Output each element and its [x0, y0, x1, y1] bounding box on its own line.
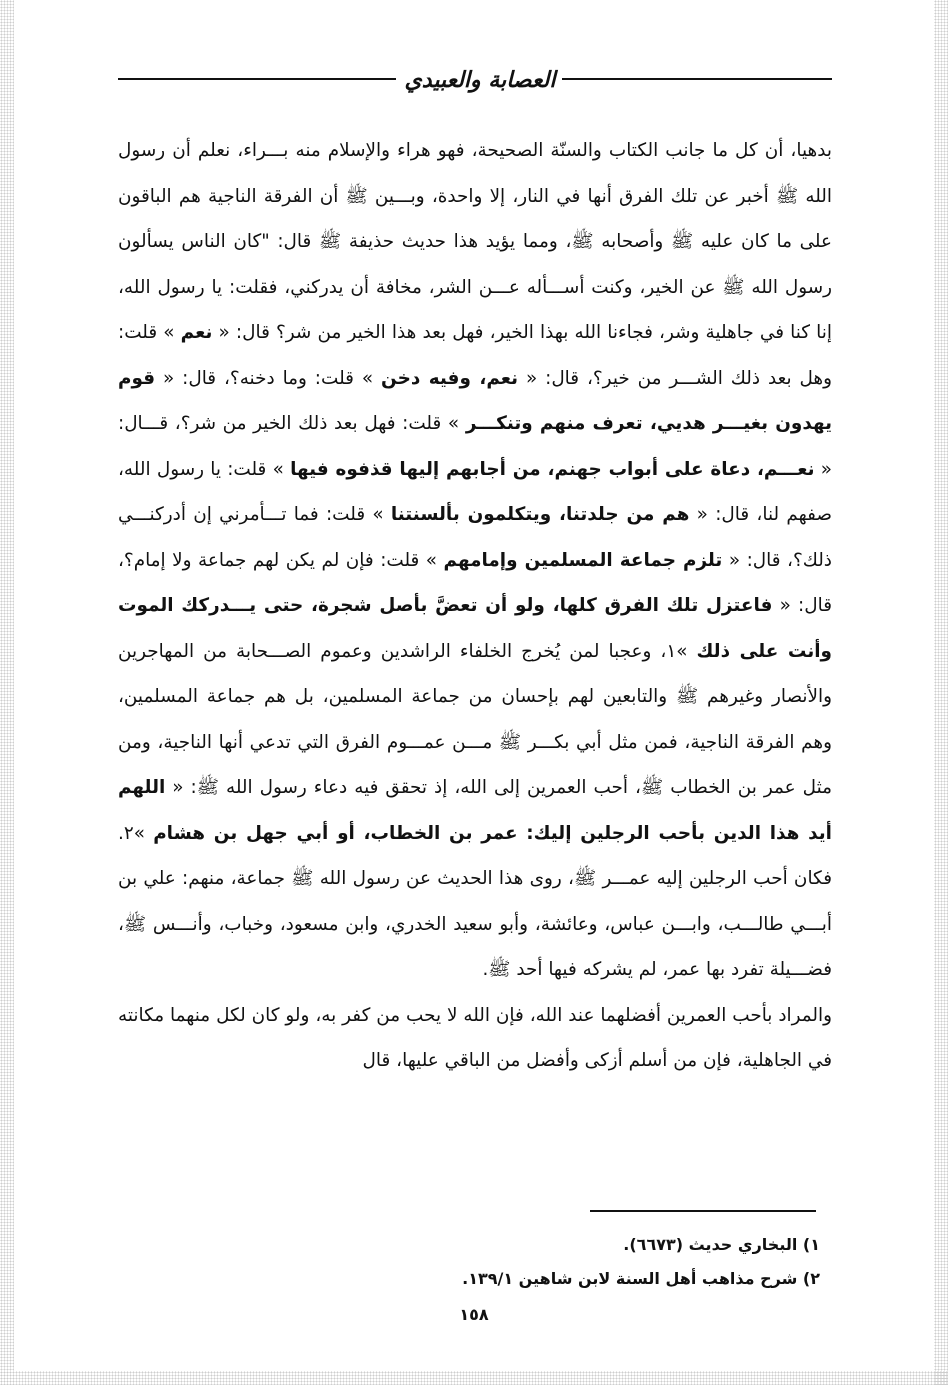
scan-edge-left [0, 0, 14, 1385]
body-text-run: » قلت: فهل بعد ذلك الخير من شر؟، قـــال: « [118, 413, 832, 480]
body-paragraph-1 [118, 128, 832, 993]
body-text-run: » قلت: وهل بعد ذلك الشـــر من خير؟، قال: « [118, 322, 833, 389]
body-text-run: » قلت: فإن لم يكن لهم جماعة ولا إمام؟، قال: « [118, 549, 832, 616]
body-text-run: » قلت: وما دخنه؟، قال: « [155, 367, 382, 389]
bold-hadith-text: تلزم جماعة المسلمين وإمامهم [443, 549, 723, 571]
bold-hadith-text: نعم [180, 322, 213, 343]
bold-hadith-text: فاعتزل تلك الفرق كلها، ولو أن تعضَّ بأصل شجرة، حتى يـــدركك الموت وأنت على ذلك [118, 595, 832, 662]
body-text-run: »٢. فكان أحب الرجلين إليه عمـــر ﷺ، روى هذا الحديث عن رسول الله ﷺ جماعة، منهم: علي بن أبـــي طالـــب، وابـــن عباس، وعائشة، وأبو سعيد الخدري، وابن مسعود، وخباب، وأنـــس ﷺ، فضـــيلة تفرد بها عمر، لم يشركه فيها أحد ﷺ. [118, 822, 832, 980]
header-rule-right [562, 78, 832, 80]
bold-hadith-text: نعم، وفيه دخن [381, 367, 519, 389]
footnotes [300, 1228, 820, 1296]
main-text [118, 128, 832, 1084]
scan-edge-right [934, 0, 948, 1385]
page-number: ١٥٨ [459, 1305, 489, 1324]
bold-hadith-text: قوم يهدون بغيـــر هديي، تعرف منهم وتنكـــر [118, 367, 833, 434]
running-header [118, 60, 832, 100]
header-rule-left [118, 78, 396, 80]
body-text-run: بدهيا، أن كل ما جانب الكتاب والسنّة الصحيحة، فهو هراء والإسلام منه بـــراء، نعلم أن رسول الله ﷺ أخبر عن تلك الفرق أنها في النار، إلا واحدة، وبـــين ﷺ أن الفرقة الناجية هم الباقون على ما كان عليه ﷺ وأصحابه ﷺ، ومما يؤيد هذا حديث حذيفة ﷺ قال: "كان الناس يسألون رسول الله ﷺ عن الخير، وكنت أســـأله عـــن الشر، مخافة أن يدركني، فقلت: يا رسول الله، إنا كنا في جاهلية وشر، فجاءنا الله بهذا الخير، فهل بعد هذا الخير من شر؟ قال: « [118, 140, 833, 343]
bold-hadith-text: نعـــم، دعاة على أبواب جهنم، من أجابهم إليها قذفوه فيها [290, 458, 815, 480]
body-text-run: » قلت: يا رسول الله، صفهم لنا، قال: « [118, 458, 832, 525]
body-text-run: » قلت: فما تـــأمرني إن أدركنـــي ذلك؟، قال: « [118, 504, 832, 571]
header-calligraphy-title: العصابة والعبيدي [404, 67, 556, 93]
footnote-1: ١) البخاري حديث (٦٦٧٣). [623, 1235, 820, 1254]
footnote-2: ٢) شرح مذاهب أهل السنة لابن شاهين ١٣٩/١. [462, 1269, 820, 1288]
scan-edge-bottom [0, 1371, 948, 1385]
footnote-separator [590, 1210, 816, 1212]
body-paragraph-2: والمراد بأحب العمرين أفضلهما عند الله، فإن الله لا يحب من كفر به، ولو كان لكل منهما مكانته في الجاهلية، فإن من أسلم أزكى وأفضل من الباقي عليها، قال [118, 1004, 832, 1071]
bold-hadith-text: هم من جلدتنا، ويتكلمون بألسنتنا [390, 504, 690, 525]
bold-hadith-text: اللهم أيد هذا الدين بأحب الرجلين إليك: عمر بن الخطاب، أو أبي جهل بن هشام [118, 777, 832, 844]
body-text-run: »١، وعجبا لمن يُخرج الخلفاء الراشدين وعموم الصـــحابة من المهاجرين والأنصار وغيرهم ﷺ والتابعين لهم بإحسان من جماعة المسلمين، بل هم جماعة المسلمين، وهم الفرقة الناجية، فمن مثل أبي بكـــر ﷺ مـــن عمـــوم الفرق التي تدعي أنها الناجية، ومن مثل عمر بن الخطاب ﷺ، أحب العمرين إلى الله، إذ تحقق فيه دعاء رسول الله ﷺ: « [118, 640, 832, 798]
